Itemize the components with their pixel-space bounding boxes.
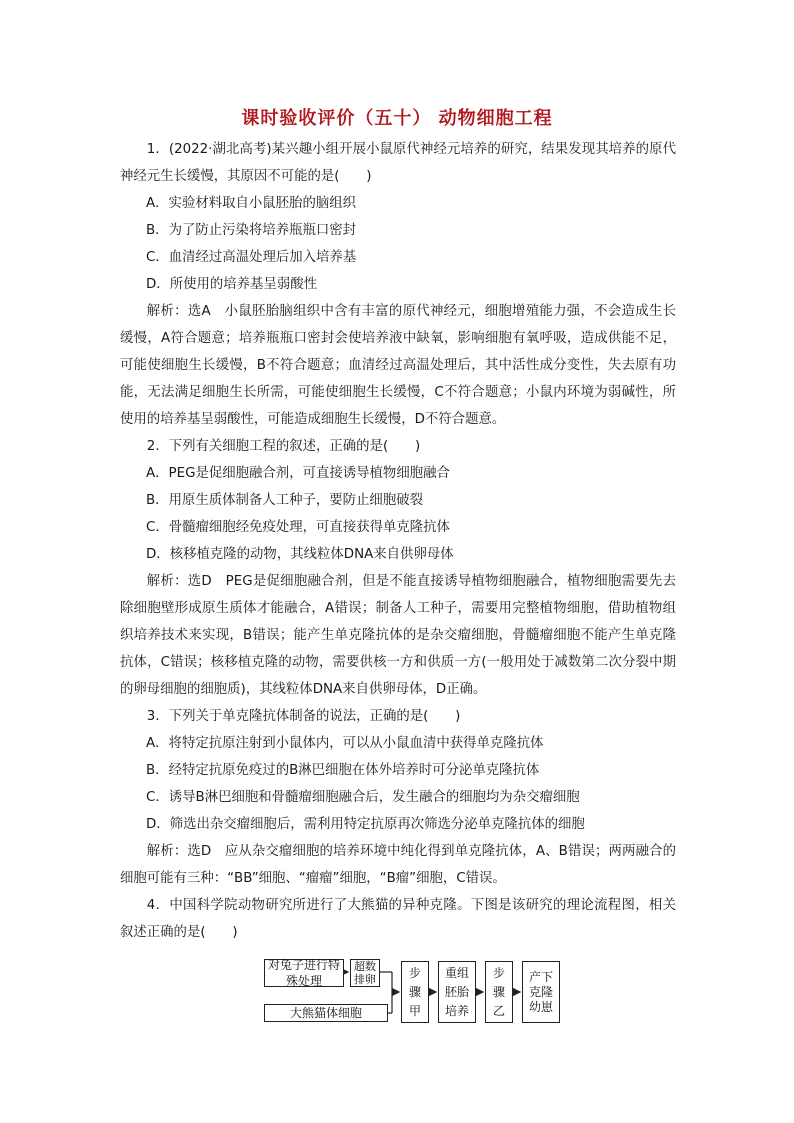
question-list bbox=[120, 136, 676, 946]
question-stem: 4．中国科学院动物研究所进行了大熊猫的异种克隆。下图是该研究的理论流程图，相关叙述正确的是( ) bbox=[120, 898, 676, 940]
option-a: A．实验材料取自小鼠胚胎的脑组织 bbox=[146, 196, 357, 211]
option-c: C．血清经过高温处理后加入培养基 bbox=[146, 250, 357, 265]
option-d: D．筛选出杂交瘤细胞后，需利用特定抗原再次筛选分泌单克隆抗体的细胞 bbox=[146, 817, 585, 832]
panda-cell-box: 大熊猫体细胞 bbox=[264, 1004, 388, 1022]
option-c: C．诱导B淋巴细胞和骨髓瘤细胞融合后，发生融合的细胞均为杂交瘤细胞 bbox=[146, 790, 580, 805]
offspring-box: 产下克隆幼崽 bbox=[522, 961, 560, 1023]
option-c: C．骨髓瘤细胞经免疫处理，可直接获得单克隆抗体 bbox=[146, 520, 450, 535]
embryo-culture-box: 重组胚胎培养 bbox=[438, 961, 476, 1023]
question-stem: 3．下列关于单克隆抗体制备的说法，正确的是( ) bbox=[146, 709, 461, 724]
question-stem: 1．(2022·湖北高考)某兴趣小组开展小鼠原代神经元培养的研究，结果发现其培养的原代神经元生长缓慢，其原因不可能的是( ) bbox=[120, 142, 676, 184]
step-a-box: 步骤甲 bbox=[401, 961, 429, 1023]
analysis: 解析：选D 应从杂交瘤细胞的培养环境中纯化得到单克隆抗体，A、B错误；两两融合的细胞可能有三种：“BB”细胞、“瘤瘤”细胞，“B瘤”细胞，C错误。 bbox=[120, 844, 676, 886]
option-a: A．将特定抗原注射到小鼠体内，可以从小鼠血清中获得单克隆抗体 bbox=[146, 736, 544, 751]
question-stem: 2．下列有关细胞工程的叙述，正确的是( ) bbox=[146, 439, 421, 454]
superovulation-box: 超数排卵 bbox=[350, 959, 380, 987]
analysis: 解析：选A 小鼠胚胎脑组织中含有丰富的原代神经元，细胞增殖能力强，不会造成生长缓慢，A符合题意；培养瓶瓶口密封会使培养液中缺氧，影响细胞有氧呼吸，造成供能不足，可能使细胞生长缓慢，B不符合题意；血清经过高温处理后，其中活性成分变性，失去原有功能，无法满足细胞生长所需，可能使细胞生长缓慢，C不符合题意；小鼠内环境为弱碱性，所使用的培养基呈弱酸性，可能造成细胞生长缓慢，D不符合题意。 bbox=[120, 304, 676, 427]
cloning-flowchart bbox=[264, 955, 584, 1025]
analysis: 解析：选D PEG是促细胞融合剂，但是不能直接诱导植物细胞融合，植物细胞需要先去除细胞壁形成原生质体才能融合，A错误；制备人工种子，需要用完整植物细胞，借助植物组织培养技术来实现，B错误；能产生单克隆抗体的是杂交瘤细胞，骨髓瘤细胞不能产生单克隆抗体，C错误；核移植克隆的动物，需要供核一方和供质一方(一般用处于减数第二次分裂中期的卵母细胞的细胞质)，其线粒体DNA来自供卵母体，D正确。 bbox=[120, 574, 676, 697]
rabbit-treatment-box: 对兔子进行特殊处理 bbox=[264, 959, 344, 987]
option-b: B．用原生质体制备人工种子，要防止细胞破裂 bbox=[146, 493, 423, 508]
step-b-box: 步骤乙 bbox=[485, 961, 513, 1023]
option-a: A．PEG是促细胞融合剂，可直接诱导植物细胞融合 bbox=[146, 466, 450, 481]
option-b: B．为了防止污染将培养瓶瓶口密封 bbox=[146, 223, 357, 238]
option-d: D．核移植克隆的动物，其线粒体DNA来自供卵母体 bbox=[146, 547, 454, 562]
page-title: 课时验收评价（五十） 动物细胞工程 bbox=[241, 108, 553, 129]
option-d: D．所使用的培养基呈弱酸性 bbox=[146, 277, 317, 292]
option-b: B．经特定抗原免疫过的B淋巴细胞在体外培养时可分泌单克隆抗体 bbox=[146, 763, 540, 778]
